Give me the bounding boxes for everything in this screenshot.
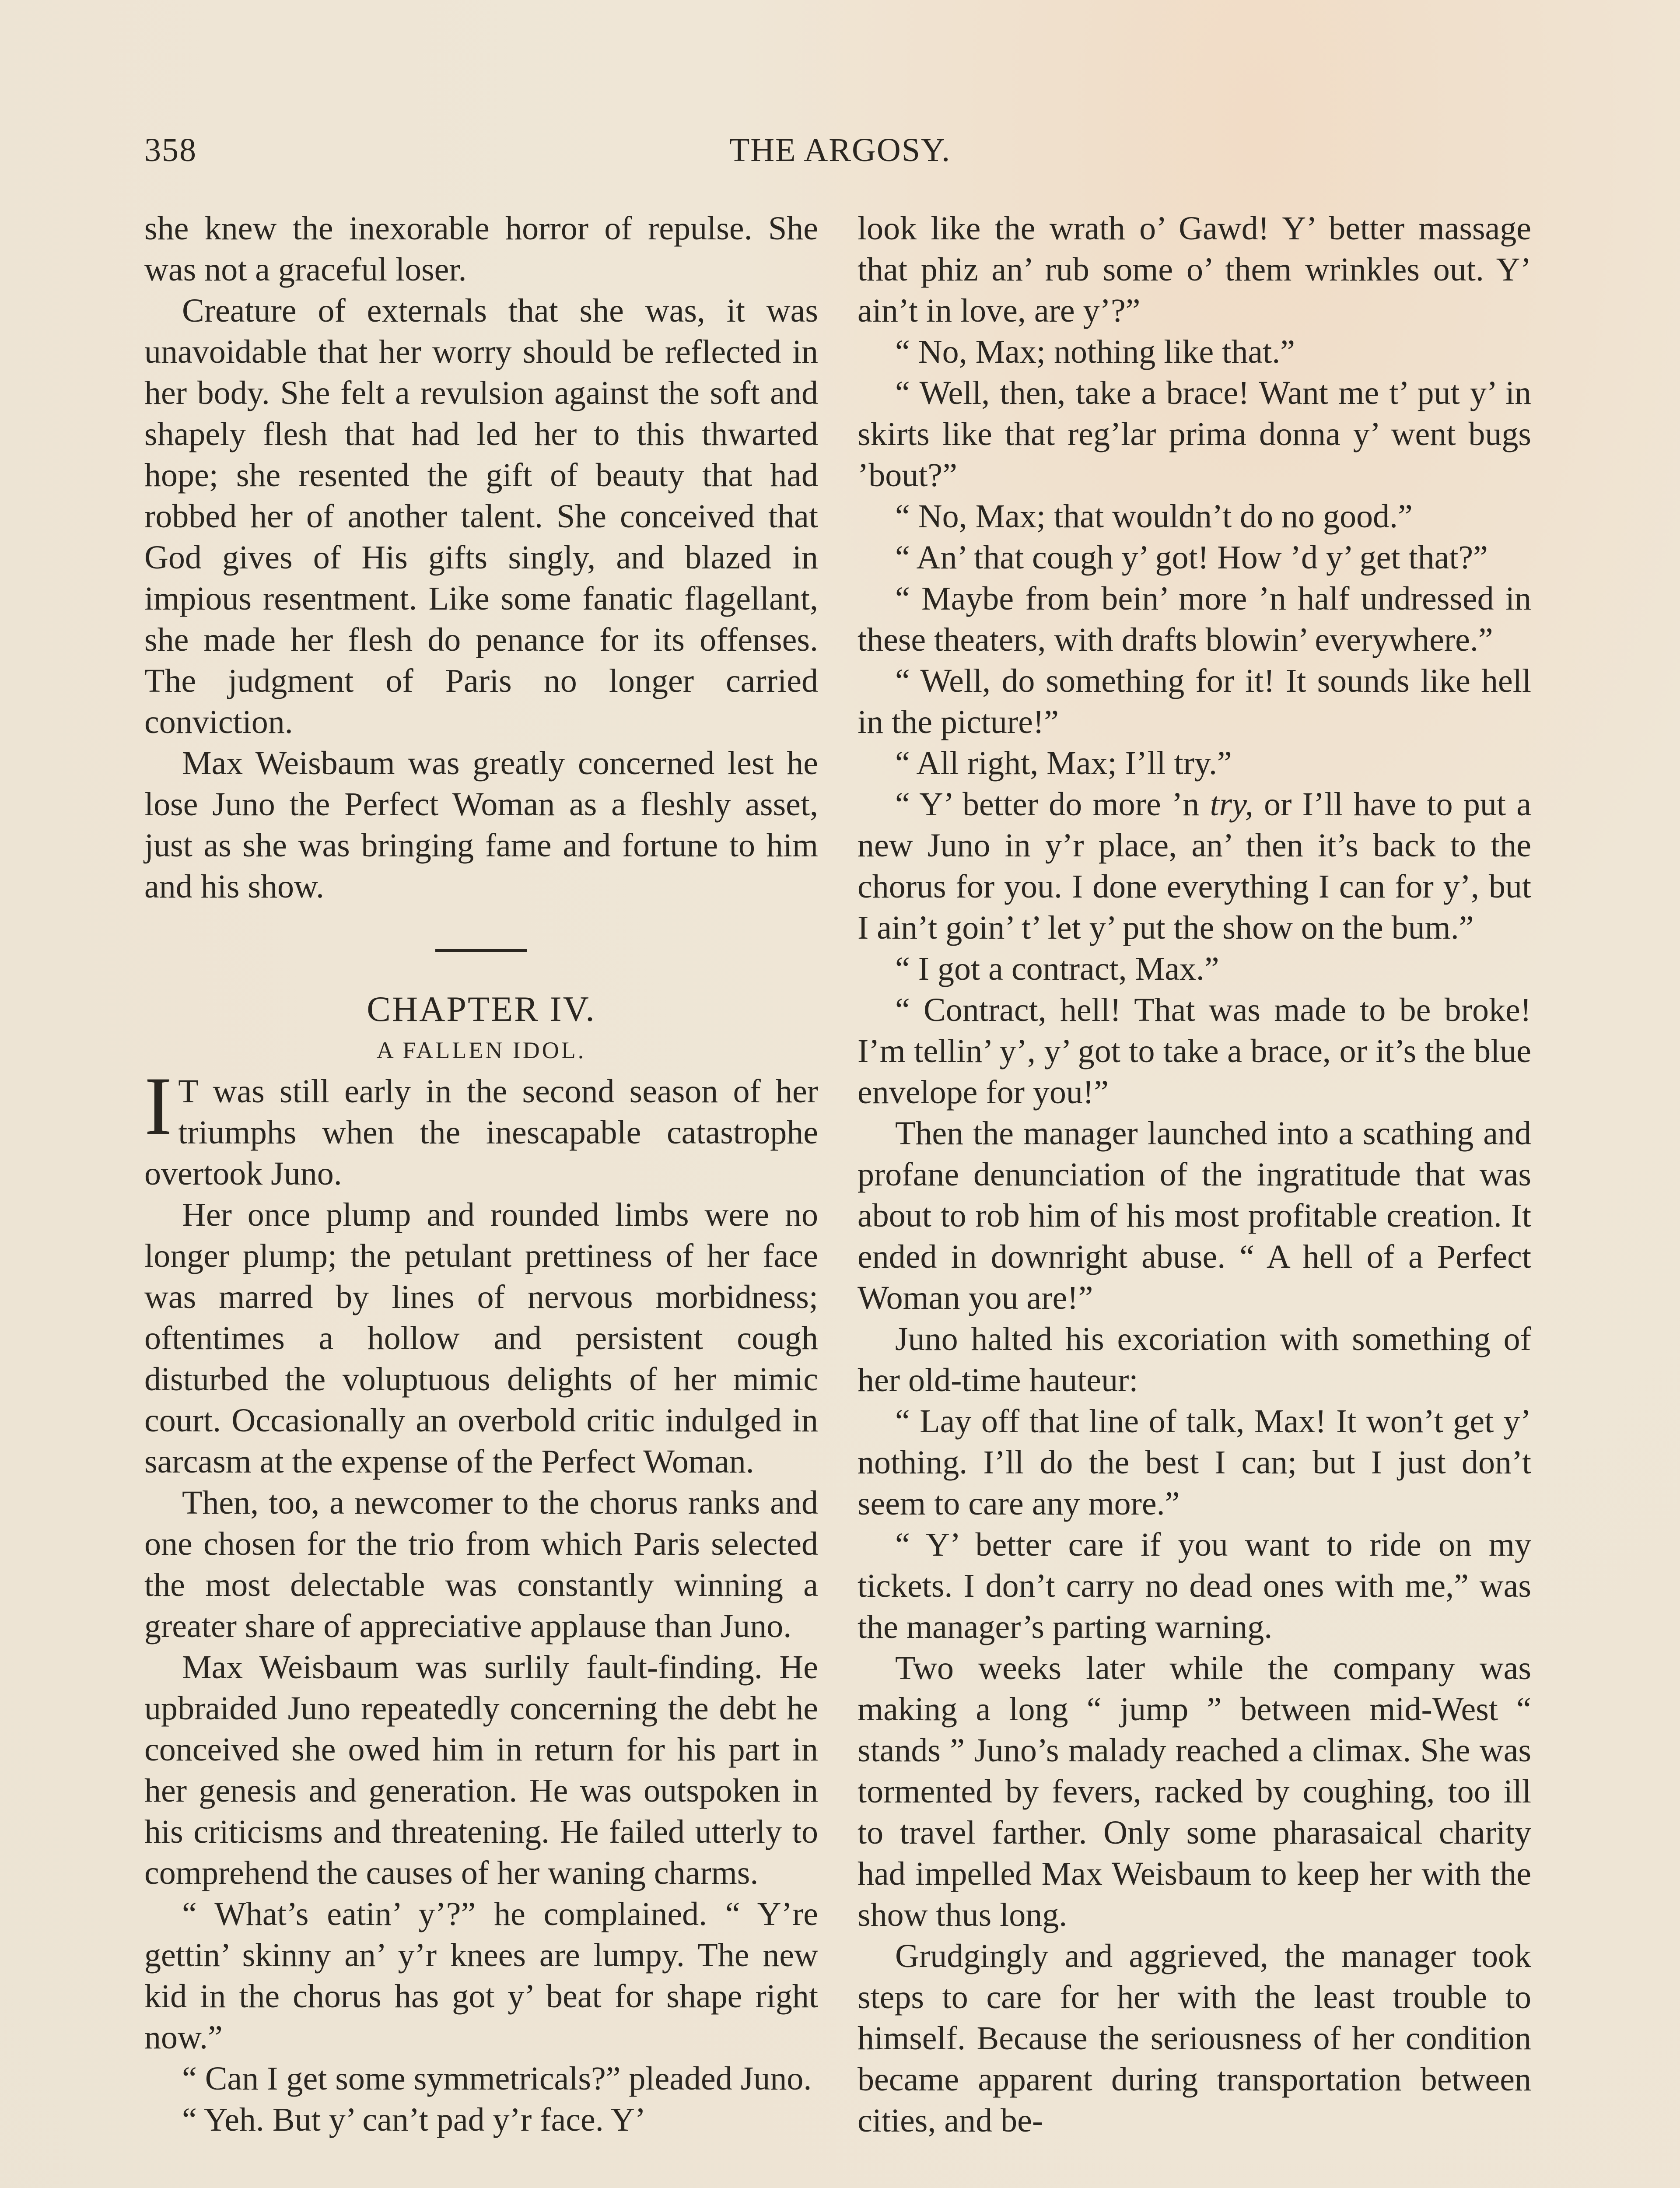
text-run: “ Y’ better do more ’n — [895, 786, 1210, 823]
running-head: THE ARGOSY. — [729, 132, 951, 168]
paragraph: “ Y’ better care if you want to ride on my tickets. I don’t carry no dead ones with me,” was the manager’s parting warning. — [858, 1526, 1531, 1645]
right-column — [858, 208, 1531, 2141]
paragraph: Then, too, a newcomer to the chorus ranks and one chosen for the trio from which Paris selected the most delectable was constantly winning a greater share of appreciative applause than Juno. — [144, 1484, 818, 1645]
chapter-subtitle: A FALLEN IDOL. — [376, 1037, 586, 1063]
page-number: 358 — [144, 132, 197, 168]
drop-cap: I — [144, 1060, 172, 1152]
paragraph: Then the manager launched into a scathing and profane denunciation of the ingratitude that was about to rob him of his most profitable creation. It ended in downright abuse. “ A hell of a Perfect Woman you are!” — [858, 1115, 1531, 1316]
paragraph: Max Weisbaum was greatly concerned lest he lose Juno the Perfect Woman as a fleshly asset, just as she was bringing fame and fortune to him and his show. — [144, 745, 818, 905]
paragraph: “ Maybe from bein’ more ’n half undressed in these theaters, with drafts blowin’ everywhere.” — [858, 580, 1531, 658]
paragraph: Max Weisbaum was surlily fault-finding. He upbraided Juno repeatedly concerning the debt he conceived she owed him in return for his part in her genesis and generation. He was outspoken in his criticisms and threatening. He failed utterly to comprehend the causes of her waning charms. — [144, 1649, 818, 1891]
section-divider — [435, 949, 527, 952]
paragraph: “ I got a contract, Max.” — [895, 950, 1219, 987]
opening-paragraph — [144, 1060, 818, 1194]
paragraph: “ What’s eatin’ y’?” he complained. “ Y’re gettin’ skinny an’ y’r knees are lumpy. The new kid in the chorus has got y’ beat for shape right now.” — [144, 1896, 818, 2056]
paragraph: “ Well, then, take a brace! Want me t’ put y’ in skirts like that reg’lar prima donna y’ went bugs ’bout?” — [858, 375, 1531, 494]
opening-paragraph-text: T was still early in the second season of her triumphs when the inescapable catastrophe overtook Juno. — [144, 1073, 818, 1192]
paragraph: “ Yeh. But y’ can’t pad y’r face. Y’ — [182, 2101, 646, 2138]
paragraph: Grudgingly and aggrieved, the manager took steps to care for her with the least trouble to himself. Because the seriousness of her condition became apparent during transportation between cities, and be- — [858, 1938, 1531, 2139]
paragraph: “ All right, Max; I’ll try.” — [895, 745, 1232, 782]
page-header — [144, 131, 1536, 179]
paragraph: “ No, Max; nothing like that.” — [895, 333, 1295, 370]
chapter-title: CHAPTER IV. — [367, 989, 596, 1029]
paragraph: she knew the inexorable horror of repulse. She was not a graceful loser. — [144, 210, 818, 288]
paragraph: “ An’ that cough y’ got! How ’d y’ get that?” — [895, 539, 1488, 576]
paragraph: Two weeks later while the company was making a long “ jump ” between mid-West “ stands ” Juno’s malady reached a climax. She was tormented by fevers, racked by coughing, too ill to travel farther. Only some pharasaical charity had impelled Max Weisbaum to keep her with the show thus long. — [858, 1650, 1531, 1933]
paragraph: “ Lay off that line of talk, Max! It won’t get y’ nothing. I’ll do the best I can; but I just don’t seem to care any more.” — [858, 1403, 1531, 1522]
emphasis-text: try, — [1210, 786, 1253, 823]
paragraph: Juno halted his excoriation with something of her old-time hauteur: — [858, 1321, 1531, 1399]
paragraph: “ Can I get some symmetricals?” pleaded Juno. — [182, 2060, 812, 2097]
paragraph: “ Well, do something for it! It sounds like hell in the picture!” — [858, 663, 1531, 740]
paragraph: “ No, Max; that wouldn’t do no good.” — [895, 498, 1413, 535]
paragraph: “ Contract, hell! That was made to be broke! I’m tellin’ y’, y’ got to take a brace, or it’s the blue envelope for you!” — [858, 992, 1531, 1111]
paragraph: look like the wrath o’ Gawd! Y’ better massage that phiz an’ rub some o’ them wrinkles out. Y’ ain’t in love, are y’?” — [858, 210, 1531, 329]
left-column — [144, 208, 818, 2140]
paragraph: Her once plump and rounded limbs were no longer plump; the petulant prettiness of her face was marred by lines of nervous morbidness; oftentimes a hollow and persistent cough disturbed the voluptuous delights of her mimic court. Occasionally an overbold critic indulged in sarcasm at the expense of the Perfect Woman. — [144, 1196, 818, 1480]
paragraph — [858, 784, 1531, 948]
text-run: or I’ll have to put a new Juno in y’r place, an’ then it’s back to the chorus for you. I done everything I can for y’, but I ain’t goin’ t’ let y’ put the show on the bum.” — [858, 786, 1531, 946]
paragraph: Creature of externals that she was, it was unavoidable that her worry should be reflected in her body. She felt a revulsion against the soft and shapely flesh that had led her to this thwarted hope; she resented the gift of beauty that had robbed her of another talent. She conceived that God gives of His gifts singly, and blazed in impious resentment. Like some fanatic flagellant, she made her flesh do penance for its offenses. The judgment of Paris no longer carried conviction. — [144, 292, 818, 740]
